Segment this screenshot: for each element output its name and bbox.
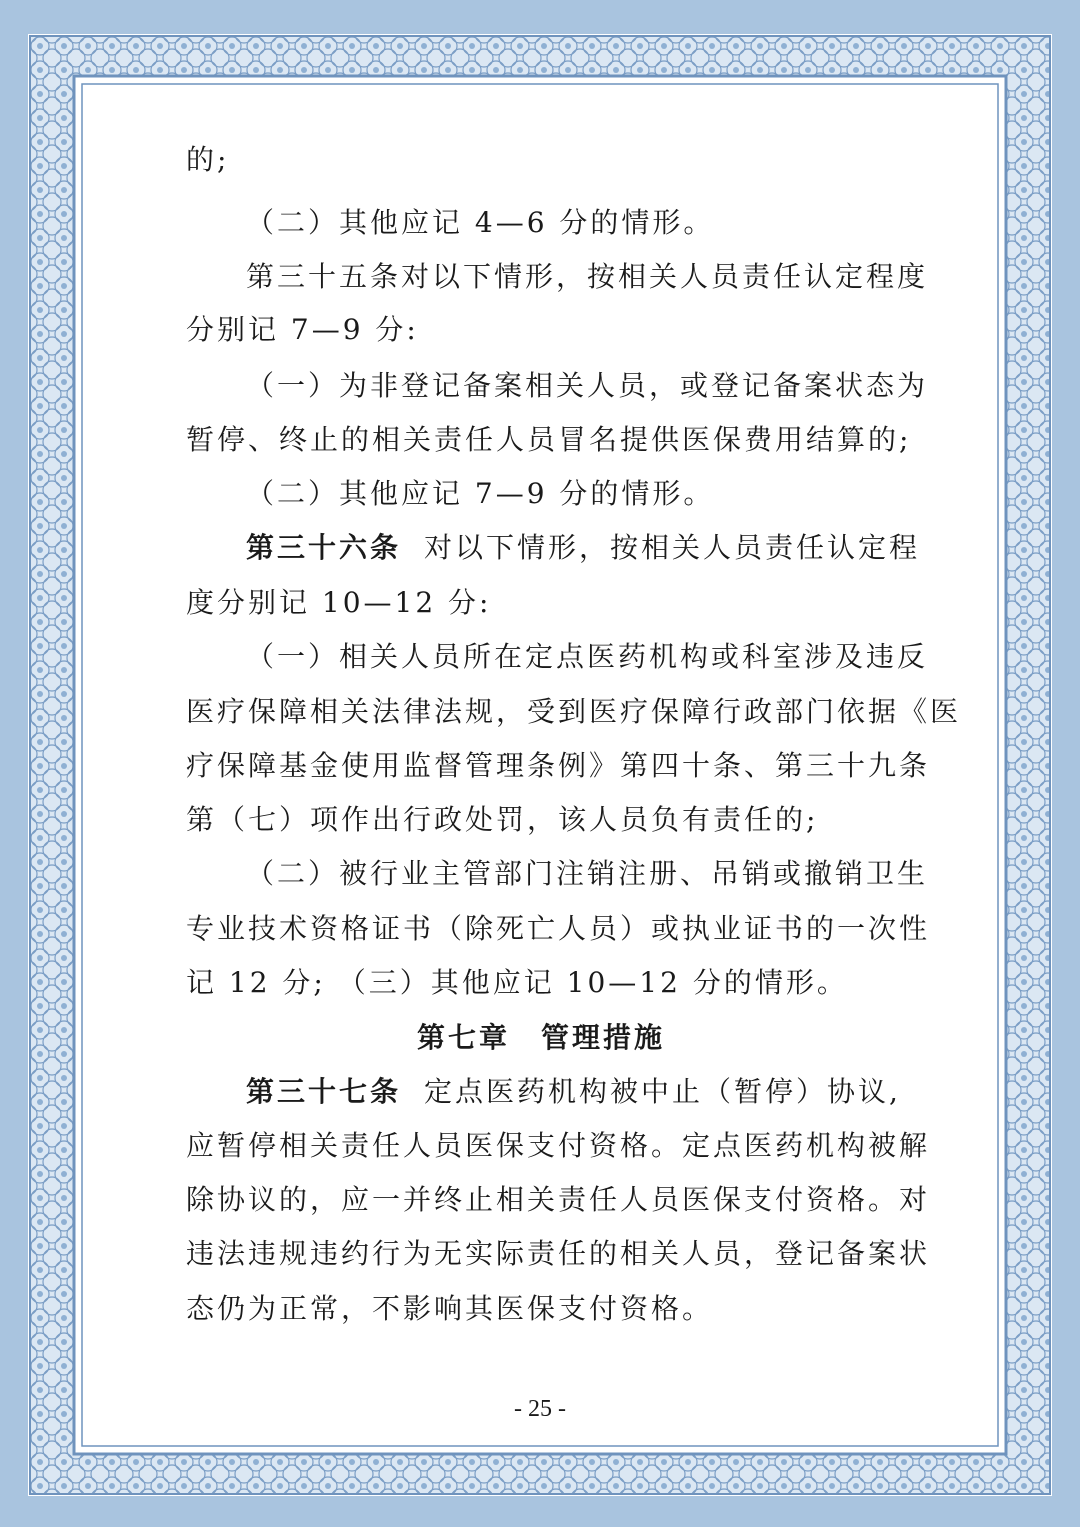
text-line: 专业技术资格证书（除死亡人员）或执业证书的一次性	[186, 912, 931, 945]
text-line: 记 12 分; （三）其他应记 10—12 分的情形。	[186, 966, 848, 999]
text-line: 疗保障基金使用监督管理条例》第四十条、第三十九条	[186, 749, 931, 782]
page-number: - 25 -	[514, 1396, 566, 1422]
text-line: 定点医药机构被中止（暂停）协议,	[424, 1075, 901, 1108]
text-line: 分别记 7—9 分:	[186, 313, 419, 346]
text-line: 医疗保障相关法律法规，受到医疗保障行政部门依据《医	[186, 695, 962, 728]
text-line: 应暂停相关责任人员医保支付资格。定点医药机构被解	[186, 1129, 931, 1162]
chapter-heading: 第七章 管理措施	[416, 1021, 665, 1054]
text-line: （二）其他应记 7—9 分的情形。	[246, 477, 715, 510]
text-line: （一）相关人员所在定点医药机构或科室涉及违反	[246, 640, 929, 673]
text-line: 态仍为正常，不影响其医保支付资格。	[186, 1292, 714, 1325]
text-line: （二）被行业主管部门注销注册、吊销或撤销卫生	[246, 857, 929, 890]
text-line: 度分别记 10—12 分:	[186, 586, 492, 619]
article-heading: 第三十七条	[246, 1075, 402, 1108]
article-heading: 第三十六条	[246, 531, 402, 564]
text-line: 对以下情形，按相关人员责任认定程	[424, 531, 921, 564]
text-line: 第三十五条对以下情形，按相关人员责任认定程度	[246, 260, 929, 293]
text-line: 第（七）项作出行政处罚，该人员负有责任的;	[186, 803, 819, 836]
text-line: 违法违规违约行为无实际责任的相关人员，登记备案状	[186, 1237, 931, 1270]
text-line: 的;	[186, 143, 230, 176]
text-line: （二）其他应记 4—6 分的情形。	[246, 206, 715, 239]
text-line: （一）为非登记备案相关人员，或登记备案状态为	[246, 369, 929, 402]
text-line: 暂停、终止的相关责任人员冒名提供医保费用结算的;	[186, 423, 912, 456]
text-line: 除协议的，应一并终止相关责任人员医保支付资格。对	[186, 1183, 931, 1216]
